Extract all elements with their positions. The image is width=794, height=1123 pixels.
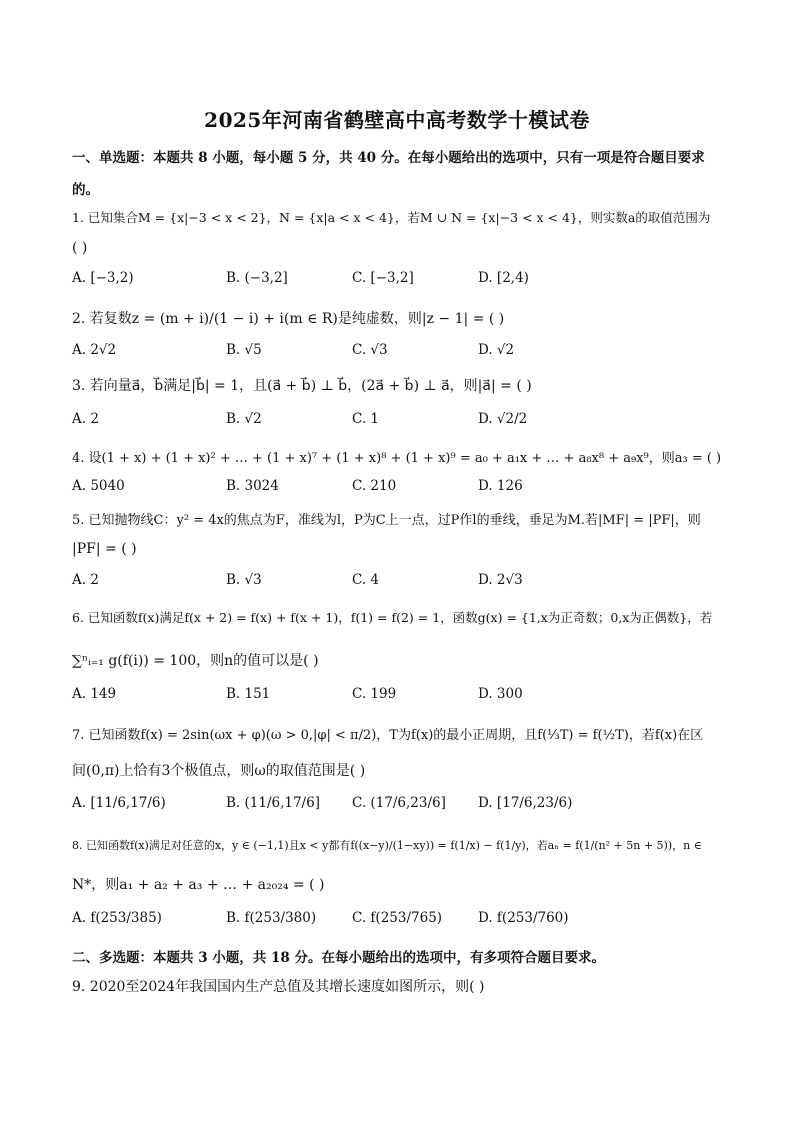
- question-5-text: 5. 已知抛物线C：y² = 4x的焦点为F，准线为l，P为C上一点，过P作l的垂线，垂足为M.若|MF| = |PF|，则: [72, 513, 701, 528]
- option-c: C. 4: [352, 572, 380, 588]
- option-a: A. 2: [72, 411, 99, 427]
- option-b: B. √3: [226, 572, 262, 588]
- option-a: A. 149: [72, 686, 117, 702]
- question-2-options: [72, 342, 722, 362]
- question-7-text: 7. 已知函数f(x) = 2sin(ωx + φ)(ω > 0,|φ| < π/2)，T为f(x)的最小正周期，且f(⅓T) = f(½T)，若f(x)在区: [72, 728, 704, 743]
- option-d: D. [17/6,23/6): [478, 795, 573, 811]
- question-1-blank: ( ): [72, 240, 88, 256]
- option-d: D. √2: [478, 342, 515, 358]
- option-c: C. [−3,2]: [352, 270, 414, 286]
- option-d: D. 300: [478, 686, 523, 702]
- option-a: A. 2: [72, 572, 99, 588]
- option-b: B. 3024: [226, 478, 279, 494]
- option-c: C. 199: [352, 686, 397, 702]
- section-1-heading-cont: 的。: [72, 182, 99, 198]
- option-c: C. √3: [352, 342, 388, 358]
- question-1-text: 1. 已知集合M = {x|−3 < x < 2}，N = {x|a < x < 4}，若M ∪ N = {x|−3 < x < 4}，则实数a的取值范围为: [72, 210, 711, 225]
- question-5-options: [72, 572, 722, 592]
- question-2-text: 2. 若复数z = (m + i)/(1 − i) + i(m ∈ R)是纯虚数，则|z − 1| = ( ): [72, 311, 505, 327]
- question-1-options: [72, 270, 722, 290]
- option-a: A. 2√2: [72, 342, 117, 358]
- option-d: D. 126: [478, 478, 523, 494]
- question-6-text-cont: ∑ⁿᵢ₌₁ g(f(i)) = 100，则n的值可以是( ): [72, 653, 319, 669]
- question-3-options: [72, 411, 722, 431]
- option-d: D. √2/2: [478, 411, 528, 427]
- question-6-options: [72, 686, 722, 706]
- question-7-options: [72, 795, 722, 815]
- option-b: B. 151: [226, 686, 271, 702]
- option-d: D. 2√3: [478, 572, 523, 588]
- option-b: B. f(253/380): [226, 910, 317, 926]
- question-8-text-cont: N*，则a₁ + a₂ + a₃ + … + a₂₀₂₄ = ( ): [72, 877, 325, 893]
- question-9-text: 9. 2020至2024年我国国内生产总值及其增长速度如图所示，则( ): [72, 979, 485, 995]
- question-8-options: [72, 910, 722, 930]
- question-3-text: 3. 若向量a⃗，b⃗满足|b⃗| = 1，且(a⃗ + b⃗) ⊥ b⃗，(2a⃗ + b⃗) ⊥ a⃗，则|a⃗| = ( ): [72, 378, 532, 394]
- question-7-text-cont: 间(0,π)上恰有3个极值点，则ω的取值范围是( ): [72, 763, 366, 779]
- option-a: A. f(253/385): [72, 910, 162, 926]
- page-title: 2025年河南省鹤壁高中高考数学十模试卷: [204, 108, 590, 132]
- section-2-heading: 二、多选题：本题共 3 小题，共 18 分。在每小题给出的选项中，有多项符合题目要求。: [72, 950, 605, 966]
- section-1-heading: 一、单选题：本题共 8 小题，每小题 5 分，共 40 分。在每小题给出的选项中，只有一项是符合题目要求: [72, 150, 705, 166]
- option-a: A. 5040: [72, 478, 125, 494]
- option-b: B. √5: [226, 342, 262, 358]
- option-d: D. f(253/760): [478, 910, 569, 926]
- option-c: C. 1: [352, 411, 380, 427]
- option-c: C. 210: [352, 478, 397, 494]
- option-a: A. [11/6,17/6): [72, 795, 166, 811]
- option-c: C. f(253/765): [352, 910, 443, 926]
- question-4-text: 4. 设(1 + x) + (1 + x)² + … + (1 + x)⁷ + (1 + x)⁸ + (1 + x)⁹ = a₀ + a₁x + … + a₈x⁸ + a₉x⁹，则a₃ = ( ): [72, 451, 722, 466]
- option-a: A. [−3,2): [72, 270, 134, 286]
- option-b: B. (−3,2]: [226, 270, 288, 286]
- question-4-options: [72, 478, 722, 498]
- option-b: B. √2: [226, 411, 262, 427]
- option-d: D. [2,4): [478, 270, 529, 286]
- question-5-text-cont: |PF| = ( ): [72, 541, 137, 557]
- option-b: B. (11/6,17/6]: [226, 795, 320, 811]
- question-8-text: 8. 已知函数f(x)满足对任意的x，y ∈ (−1,1)且x < y都有f((x−y)/(1−xy)) = f(1/x) − f(1/y)，若aₙ = f(1/(n² + 5n + 5))，n ∈: [72, 839, 702, 852]
- question-6-text: 6. 已知函数f(x)满足f(x + 2) = f(x) + f(x + 1)，f(1) = f(2) = 1，函数g(x) = {1,x为正奇数；0,x为正偶数}，若: [72, 610, 713, 625]
- option-c: C. (17/6,23/6]: [352, 795, 446, 811]
